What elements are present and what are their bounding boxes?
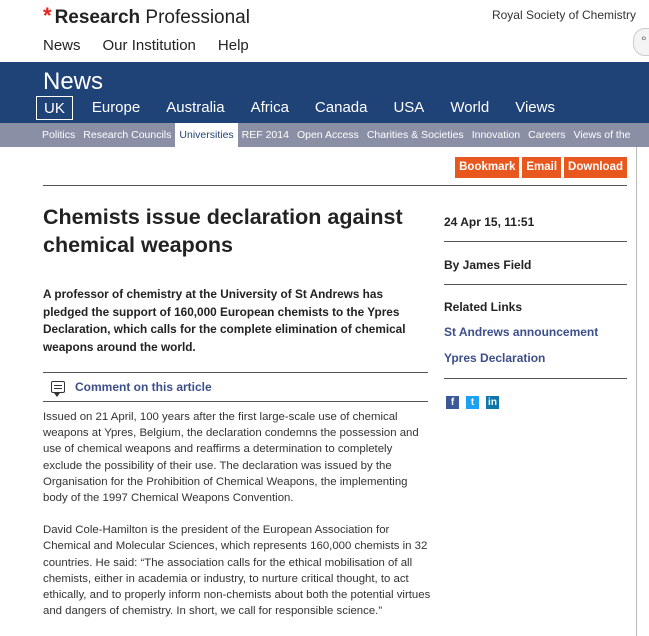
social-share <box>446 396 499 409</box>
subnav-research-councils[interactable]: Research Councils <box>83 129 172 141</box>
tab-africa[interactable]: Africa <box>250 99 289 116</box>
article-actions <box>455 157 627 178</box>
page-edge <box>636 147 637 636</box>
article-body <box>43 409 433 635</box>
logo-star-icon: * <box>43 3 52 28</box>
article-paragraph: David Cole-Hamilton is the president of the European Association for Chemical and Molecular Sciences, which represents 160,000 chemists in 32 countries. He said: “The association calls for the ethical mobilisation of all chemists, either in academia or industry, to nurture critical thought, to act ethically, and to properly inform non-chemists about both the potential virtues and dangers of chemistry. In short, we call for responsible science.” <box>43 524 431 618</box>
divider <box>444 378 627 379</box>
comment-link[interactable]: Comment on this article <box>75 380 212 394</box>
top-nav <box>43 37 249 54</box>
article-headline: Chemists issue declaration against chemical weapons <box>43 205 403 257</box>
news-band <box>0 62 649 123</box>
tab-canada[interactable]: Canada <box>314 99 368 116</box>
logo-text: Professional <box>140 7 250 28</box>
search-toggle[interactable] <box>633 28 649 56</box>
twitter-icon[interactable]: t <box>466 396 479 409</box>
facebook-icon[interactable]: f <box>446 396 459 409</box>
subnav-views-of-the[interactable]: Views of the <box>573 129 631 141</box>
subnav-charities-societies[interactable]: Charities & Societies <box>366 129 464 141</box>
related-link-ypres[interactable]: Ypres Declaration <box>444 351 546 365</box>
tab-world[interactable]: World <box>450 99 490 116</box>
related-link-st-andrews[interactable]: St Andrews announcement <box>444 325 599 339</box>
subnav-innovation[interactable]: Innovation <box>471 129 521 141</box>
section-title: News <box>43 68 104 95</box>
related-links-title: Related Links <box>444 300 523 314</box>
subnav-careers[interactable]: Careers <box>528 129 566 141</box>
subnav-ref-2014[interactable]: REF 2014 <box>241 129 289 141</box>
region-tabs <box>36 96 574 120</box>
email-button[interactable]: Email <box>522 157 561 178</box>
top-nav-our-institution[interactable]: Our Institution <box>102 37 196 54</box>
tab-europe[interactable]: Europe <box>91 99 141 116</box>
article-lede: A professor of chemistry at the University of St Andrews has pledged the support of 160,000 European chemists to the Ypres Declaration, which calls for the complete elimination of chemical weapons around the world. <box>43 287 406 354</box>
tab-views[interactable]: Views <box>515 99 555 116</box>
tab-uk[interactable]: UK <box>36 96 73 120</box>
article-paragraph: Issued on 21 April, 100 years after the first large-scale use of chemical weapons at Ypres, Belgium, the declaration condemns the possession and use of chemical weapons and reaffirms a determination to completely exclude the possibility of their use. The declaration was issued by the Organisation for the Prohibition of Chemical Weapons, the implementing body of the 1997 Chemical Weapons Convention. <box>43 411 419 505</box>
article-byline: By James Field <box>444 258 532 272</box>
tab-usa[interactable]: USA <box>393 99 425 116</box>
article-date: 24 Apr 15, 11:51 <box>444 215 535 229</box>
subnav-open-access[interactable]: Open Access <box>296 129 359 141</box>
subnav-politics[interactable]: Politics <box>42 129 76 141</box>
tab-australia[interactable]: Australia <box>166 99 225 116</box>
divider <box>444 284 627 285</box>
logo-text-bold: Research <box>54 7 141 28</box>
bookmark-button[interactable]: Bookmark <box>455 157 519 178</box>
sub-nav <box>0 123 649 147</box>
site-logo[interactable] <box>43 3 250 29</box>
divider <box>444 241 627 242</box>
top-nav-news[interactable]: News <box>43 37 81 54</box>
comment-icon[interactable] <box>51 381 65 393</box>
partner-name: Royal Society of Chemistry <box>491 8 636 22</box>
linkedin-icon[interactable]: in <box>486 396 499 409</box>
divider <box>43 185 627 186</box>
top-nav-help[interactable]: Help <box>217 37 249 54</box>
comment-bar <box>43 372 428 402</box>
site-header <box>0 0 649 62</box>
download-button[interactable]: Download <box>564 157 627 178</box>
subnav-universities[interactable]: Universities <box>175 123 237 147</box>
